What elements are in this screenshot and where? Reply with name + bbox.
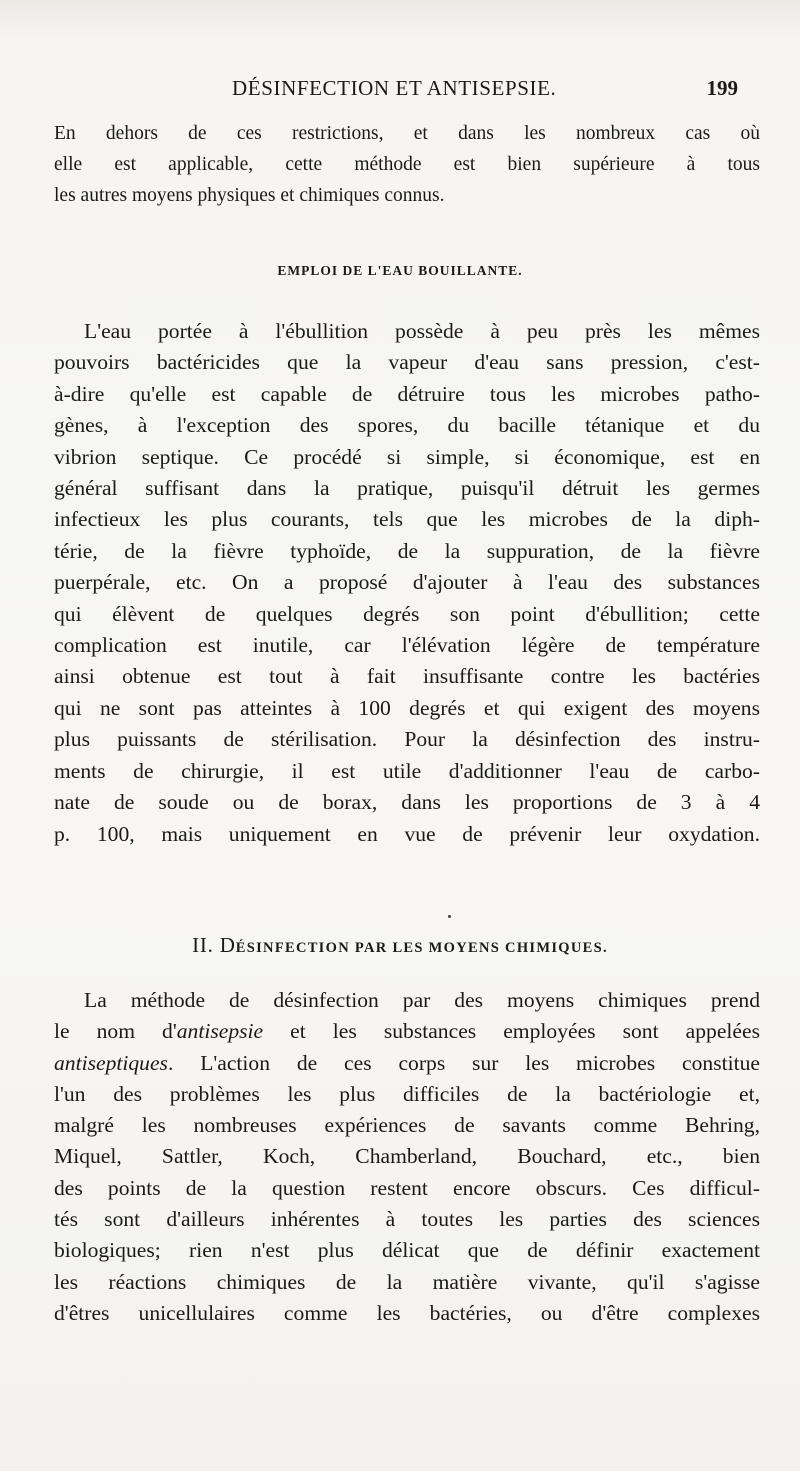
text-line: gènes, à l'exception des spores, du bacille tétanique et du xyxy=(54,413,760,438)
text-line: térie, de la fièvre typhoïde, de la suppuration, de la fièvre xyxy=(54,538,760,563)
text-fragment: le nom d' xyxy=(54,1019,177,1044)
text-line: p. 100, mais uniquement en vue de prévenir leur oxydation. xyxy=(54,821,760,846)
term-antiseptiques: antiseptiques xyxy=(54,1050,168,1075)
paragraph-1 xyxy=(54,118,760,211)
running-title: DÉSINFECTION ET ANTISEPSIE. xyxy=(232,76,557,100)
text-line: à-dire qu'elle est capable de détruire tous les microbes patho- xyxy=(54,381,760,406)
text-line: En dehors de ces restrictions, et dans les nombreux cas où xyxy=(54,123,760,144)
page-number: 199 xyxy=(706,76,738,100)
section-title: ÉSINFECTION PAR LES MOYENS CHIMIQUES. xyxy=(235,940,608,956)
section-initial: D xyxy=(219,933,236,957)
section-heading xyxy=(0,933,800,958)
running-head xyxy=(52,76,744,106)
text-line: Miquel, Sattler, Koch, Chamberland, Bouchard, etc., bien xyxy=(54,1144,760,1169)
text-line: pouvoirs bactéricides que la vapeur d'eau sans pression, c'est- xyxy=(54,350,760,375)
text-line: biologiques; rien n'est plus délicat que de définir exactement xyxy=(54,1238,760,1263)
text-line: infectieux les plus courants, tels que les microbes de la diph- xyxy=(54,507,760,532)
text-fragment: et les substances employées sont appelées xyxy=(263,1019,760,1044)
subheading: EMPLOI DE L'EAU BOUILLANTE. xyxy=(277,263,523,278)
paragraph-2 xyxy=(54,316,760,850)
text-line: malgré les nombreuses expériences de savants comme Behring, xyxy=(54,1113,760,1138)
text-line: des points de la question restent encore obscurs. Ces difficul- xyxy=(54,1175,760,1200)
text-line: La méthode de désinfection par des moyens chimiques prend xyxy=(84,988,760,1012)
text-line: puerpérale, etc. On a proposé d'ajouter à l'eau des substances xyxy=(54,570,760,595)
text-line: les autres moyens physiques et chimiques connus. xyxy=(54,185,445,206)
term-antisepsie: antisepsie xyxy=(176,1019,264,1044)
text-line: qui élèvent de quelques degrés son point d'ébullition; cette xyxy=(54,601,760,626)
text-fragment: . L'action de ces corps sur les microbes constitue xyxy=(167,1050,760,1075)
text-line: elle est applicable, cette méthode est bien supérieure à tous xyxy=(54,154,760,175)
text-line: nate de soude ou de borax, dans les proportions de 3 à 4 xyxy=(54,790,760,815)
text-line: général suffisant dans la pratique, puisqu'il détruit les germes xyxy=(54,476,760,501)
section-numeral: II. xyxy=(192,933,214,957)
text-line: tés sont d'ailleurs inhérentes à toutes les parties des sciences xyxy=(54,1207,760,1232)
text-line: ainsi obtenue est tout à fait insuffisante contre les bactéries xyxy=(54,664,760,689)
print-speck xyxy=(448,915,451,918)
text-line xyxy=(54,1048,760,1079)
text-line: qui ne sont pas atteintes à 100 degrés et qui exigent des moyens xyxy=(54,695,760,720)
text-line: vibrion septique. Ce procédé si simple, si économique, est en xyxy=(54,444,760,469)
text-line: d'êtres unicellulaires comme les bactéries, ou d'être complexes xyxy=(54,1300,760,1325)
text-line: les réactions chimiques de la matière vivante, qu'il s'agisse xyxy=(54,1269,760,1294)
text-line: l'un des problèmes les plus difficiles de la bactériologie et, xyxy=(54,1081,760,1106)
text-line xyxy=(54,1016,760,1047)
text-line: complication est inutile, car l'élévation légère de température xyxy=(54,633,760,658)
paragraph-3 xyxy=(54,985,760,1329)
text-line: ments de chirurgie, il est utile d'additionner l'eau de carbo- xyxy=(54,758,760,783)
text-line: L'eau portée à l'ébullition possède à peu près les mêmes xyxy=(84,319,760,343)
text-line: plus puissants de stérilisation. Pour la désinfection des instru- xyxy=(54,727,760,752)
